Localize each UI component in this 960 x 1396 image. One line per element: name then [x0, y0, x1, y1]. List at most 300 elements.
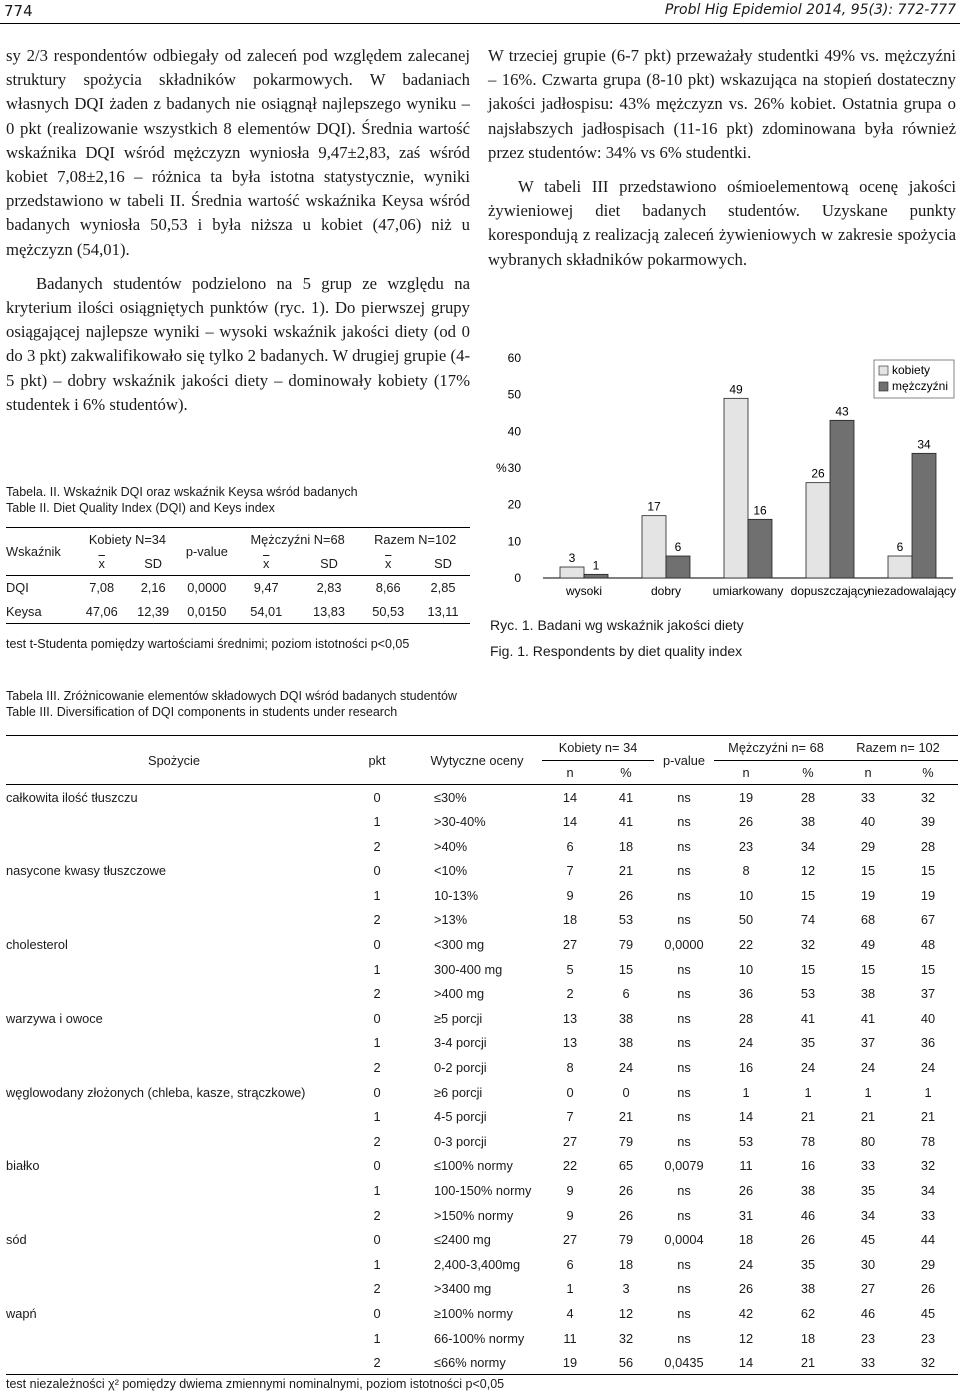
figure1-caption-en: Fig. 1. Respondents by diet quality index — [490, 643, 743, 659]
table3-cell: 10 — [738, 887, 754, 903]
table3-cell: 14 — [562, 814, 578, 830]
table3-cell: 38 — [800, 814, 816, 830]
table3-cell: 38 — [618, 1035, 634, 1051]
table-row — [6, 1326, 958, 1351]
figure1-caption-pl: Ryc. 1. Badani wg wskaźnik jakości diety — [490, 617, 744, 633]
table2-cell: 54,01 — [250, 603, 283, 619]
table3-cell: 3 — [622, 1281, 630, 1297]
table3-cell: 80 — [860, 1133, 876, 1149]
table3-cell: 5 — [566, 961, 574, 977]
bar-chart — [486, 340, 956, 610]
y-tick-label: 40 — [507, 424, 521, 439]
table3-cell: 0-3 porcji — [434, 1133, 487, 1149]
table3-cell: 6 — [566, 1256, 574, 1272]
table3-cell: >400 mg — [434, 986, 485, 1002]
figure1-chart — [486, 340, 956, 610]
legend-swatch — [879, 366, 888, 375]
table3-cell: 2 — [373, 838, 381, 854]
table3-cell: 37 — [920, 986, 936, 1002]
table3 — [6, 735, 958, 1375]
table3-cell: 35 — [860, 1182, 876, 1198]
table2-cell: 47,06 — [85, 603, 118, 619]
table2-group-mezczyzni: Mężczyźni N=68 — [250, 532, 345, 548]
table3-cell: 13 — [562, 1010, 578, 1026]
table3-cell: 37 — [860, 1035, 876, 1051]
table3-cell: >3400 mg — [434, 1281, 492, 1297]
table-row — [6, 981, 958, 1006]
table3-cell: 2 — [373, 1354, 381, 1370]
table2-cell: 2,85 — [430, 580, 456, 596]
table-row — [6, 1277, 958, 1302]
table3-cell: 1 — [742, 1084, 750, 1100]
table3-cell: 2 — [566, 986, 574, 1002]
table2-subhead-mean: $\overline{x}$ — [98, 555, 105, 571]
table3-row-label — [6, 1104, 342, 1129]
table3-cell: 38 — [860, 986, 876, 1002]
bar-mężczyźni — [666, 556, 690, 578]
table3-cell: 29 — [860, 838, 876, 854]
table3-cell: 11 — [563, 1330, 577, 1346]
table3-cell: 26 — [618, 1207, 634, 1223]
table3-cell: ns — [677, 814, 691, 830]
table3-cell: ns — [677, 1060, 691, 1076]
table3-cell: 28 — [800, 789, 816, 805]
table3-cell: 2 — [373, 1207, 381, 1223]
table3-cell: 45 — [920, 1305, 936, 1321]
table3-cell: 9 — [566, 1182, 574, 1198]
table3-cell: 22 — [738, 937, 754, 953]
table-row — [6, 1154, 958, 1179]
table3-cell: 26 — [738, 1182, 754, 1198]
table-row — [6, 858, 958, 883]
table3-cell: 1 — [566, 1281, 574, 1297]
table3-cell: 1 — [864, 1084, 872, 1100]
right-paragraph-1: W trzeciej grupie (6-7 pkt) przeważały studentki 49% vs. mężczyźni – 16%. Czwarta grupa (8-10 pkt) wskazująca na stopień dostateczny jakości jadłospisu: 43% mężczyzn vs. 26% kobiet. Ostatnia grupa o najsłabszych jadłospisach (11-16 pkt) zdominowana była również przez studentów: 34% vs 6% studentki. — [488, 46, 956, 162]
table3-cell: 32 — [920, 789, 936, 805]
table-row — [6, 809, 958, 834]
table3-row-label — [6, 834, 342, 859]
table3-row-label — [6, 981, 342, 1006]
table3-cell: 21 — [860, 1109, 876, 1125]
table3-head-pct: % — [922, 764, 934, 780]
table3-cell: 0 — [622, 1084, 630, 1100]
table3-cell: 31 — [738, 1207, 754, 1223]
table3-cell: 46 — [860, 1305, 876, 1321]
table3-row-label: cholesterol — [6, 937, 68, 953]
table2-subhead-mean: $\overline{x}$ — [385, 555, 392, 571]
table3-cell: ns — [677, 1035, 691, 1051]
data-label: 6 — [674, 540, 682, 554]
figure1-caption — [490, 612, 744, 664]
table3-cell: 27 — [860, 1281, 876, 1297]
table3-cell: 16 — [800, 1158, 816, 1174]
bar-kobiety — [560, 567, 584, 578]
bar-mężczyźni — [748, 519, 772, 578]
table3-cell: 21 — [618, 1109, 634, 1125]
table3-cell: 18 — [800, 1330, 816, 1346]
data-label: 34 — [917, 437, 931, 452]
table3-cell: <10% — [434, 863, 468, 879]
table3-head-razem: Razem n= 102 — [838, 736, 958, 761]
table3-head-spozycie: Spożycie — [148, 752, 200, 768]
table3-cell: 26 — [738, 1281, 754, 1297]
table3-cell: 33 — [860, 1354, 876, 1370]
table3-cell: 66-100% normy — [434, 1330, 525, 1346]
table3-cell: 38 — [800, 1281, 816, 1297]
table3-head-pkt: pkt — [368, 752, 386, 768]
table3-row-label — [6, 1350, 342, 1375]
table3-cell: 39 — [920, 814, 936, 830]
table3-row-label: sód — [6, 1232, 27, 1248]
table3-row-label — [6, 1326, 342, 1351]
legend-label: mężczyźni — [892, 379, 949, 393]
table3-cell: 1 — [373, 814, 381, 830]
table3-cell: 12 — [738, 1330, 754, 1346]
table3-cell: 21 — [800, 1109, 816, 1125]
table3-cell: 23 — [738, 838, 754, 854]
table3-cell: 1 — [373, 1109, 381, 1125]
bar-kobiety — [642, 516, 666, 578]
table-row — [6, 932, 958, 957]
table3-row-label — [6, 809, 342, 834]
table3-cell: 50 — [738, 912, 754, 928]
right-paragraph-2: W tabeli III przedstawiono ośmioelementową ocenę jakości żywieniowej diet badanych studentów. Uzyskane punkty korespondują z realizacją zaleceń żywieniowych w zakresie spożycia wybranych składników pokarmowych. — [488, 177, 956, 269]
table3-body — [6, 785, 958, 1375]
table3-cell: 38 — [618, 1010, 634, 1026]
table-row — [6, 1301, 958, 1326]
table3-cell: ns — [677, 1182, 691, 1198]
table3-row-label: całkowita ilość tłuszczu — [6, 789, 138, 805]
table3-cell: 0 — [373, 937, 381, 953]
table3-cell: 28 — [738, 1010, 754, 1026]
table3-cell: 79 — [618, 1133, 634, 1149]
bar-mężczyźni — [584, 574, 608, 578]
table3-head-pct: % — [802, 764, 814, 780]
table3-cell: ns — [677, 961, 691, 977]
table3-row-label — [6, 1055, 342, 1080]
table3-cell: 36 — [920, 1035, 936, 1051]
table3-cell: 7 — [566, 863, 574, 879]
table3-cell: 42 — [738, 1305, 754, 1321]
table2-cell: 13,83 — [313, 603, 346, 619]
table-row — [6, 1350, 958, 1375]
table3-cell: ns — [677, 1256, 691, 1272]
table2-row-dqi — [6, 576, 470, 600]
table-row — [6, 1006, 958, 1031]
legend-swatch — [879, 382, 888, 391]
x-tick-label: umiarkowany — [712, 584, 784, 598]
table3-cell: 33 — [860, 1158, 876, 1174]
table3-cell: 2 — [373, 1060, 381, 1076]
table3-cell: 9 — [566, 887, 574, 903]
table3-cell: ns — [677, 1305, 691, 1321]
table3-cell: 35 — [800, 1035, 816, 1051]
table3-cell: ns — [677, 1010, 691, 1026]
table3-cell: 23 — [920, 1330, 936, 1346]
table3-cell: ns — [677, 1109, 691, 1125]
table-row — [6, 957, 958, 982]
table3-cell: 74 — [800, 912, 816, 928]
journal-citation: Probl Hig Epidemiol 2014, 95(3): 772-777 — [664, 2, 956, 18]
table3-cell: 8 — [742, 863, 750, 879]
table3-row-label — [6, 1178, 342, 1203]
data-label: 43 — [835, 404, 849, 419]
table2-caption-pl: Tabela. II. Wskaźnik DQI oraz wskaźnik Keysa wśród badanych — [6, 485, 358, 499]
table3-head-wytyczne: Wytyczne oceny — [430, 752, 524, 768]
table3-cell: 15 — [618, 961, 634, 977]
table3-cell: 4 — [566, 1305, 574, 1321]
table2-cell: 2,83 — [316, 580, 342, 596]
table2-cell: 50,53 — [372, 603, 405, 619]
table3-cell: 6 — [622, 986, 630, 1002]
page-number: 774 — [4, 2, 33, 20]
table2-cell: 12,39 — [137, 603, 170, 619]
table-row — [6, 1031, 958, 1056]
table3-cell: 21 — [920, 1109, 936, 1125]
table3-cell: >13% — [434, 912, 468, 928]
bar-mężczyźni — [830, 420, 854, 578]
table3-cell: 79 — [618, 937, 634, 953]
page-header — [0, 0, 960, 24]
table3-cell: 0 — [373, 1305, 381, 1321]
table3-cell: 41 — [860, 1010, 876, 1026]
table3-cell: 21 — [618, 863, 634, 879]
table3-cell: 15 — [800, 961, 816, 977]
table3-cell: 79 — [618, 1232, 634, 1248]
table3-head-n: n — [566, 764, 574, 780]
table3-cell: 23 — [860, 1330, 876, 1346]
table3-cell: 28 — [920, 838, 936, 854]
table3-cell: 34 — [920, 1182, 936, 1198]
table3-cell: 0 — [373, 1158, 381, 1174]
table3-cell: 0-2 porcji — [434, 1060, 487, 1076]
table3-cell: ≤100% normy — [434, 1158, 513, 1174]
table3-cell: 53 — [618, 912, 634, 928]
data-label: 49 — [729, 382, 743, 397]
table2-subhead-sd: SD — [144, 555, 163, 571]
table3-cell: 16 — [738, 1060, 754, 1076]
table3-cell: 30 — [860, 1256, 876, 1272]
x-tick-label: dobry — [650, 584, 682, 598]
header-rule — [0, 23, 960, 24]
table3-cell: 1 — [373, 887, 381, 903]
table2-cell: 2,16 — [140, 580, 166, 596]
table3-cell: 18 — [562, 912, 578, 928]
table3-cell: 24 — [920, 1060, 936, 1076]
table3-cell: 35 — [800, 1256, 816, 1272]
table3-cell: 22 — [562, 1158, 578, 1174]
bar-kobiety — [888, 556, 912, 578]
table3-cell: 14 — [562, 789, 578, 805]
table2-cell: 13,11 — [427, 603, 459, 619]
table3-cell: 49 — [860, 937, 876, 953]
table3-cell: 27 — [562, 1133, 578, 1149]
table3-cell: 32 — [618, 1330, 634, 1346]
table3-cell: 2 — [373, 1281, 381, 1297]
table3-cell: 1 — [804, 1084, 812, 1100]
table3-cell: 62 — [800, 1305, 816, 1321]
table3-caption-en: Table III. Diversification of DQI components in students under research — [6, 705, 398, 719]
table3-row-label — [6, 1203, 342, 1228]
table3-cell: 0,0004 — [664, 1232, 704, 1248]
table2-group-kobiety: Kobiety N=34 — [88, 532, 167, 548]
table3-cell: 24 — [738, 1256, 754, 1272]
table2-group-razem: Razem N=102 — [374, 532, 457, 548]
table3-cell: >30-40% — [434, 814, 486, 830]
table2-cell: 0,0150 — [187, 603, 227, 619]
table3-cell: 11 — [739, 1158, 753, 1174]
table3-cell: >40% — [434, 838, 468, 854]
x-tick-label: dopuszczający — [790, 584, 870, 598]
table3-cell: 41 — [800, 1010, 816, 1026]
left-paragraph-1: sy 2/3 respondentów odbiegały od zaleceń pod względem zalecanej struktury spożycia składników pokarmowych. W badaniach własnych DQI żaden z badanych nie osiągnął najlepszego wyniku – 0 pkt (realizowanie wszystkich 8 elementów DQI). Średnia wartość wskaźnika DQI wśród mężczyzn wyniosła 9,47±2,83, zaś wśród kobiet 7,08±2,16 – różnica ta była istotna statystycznie, wyniki przedstawiono w tabeli II. Średnia wartość wskaźnika Keysa wśród badanych wyniosła 50,53 i była niższa u kobiet (47,06) niż u mężczyzn (54,01). — [6, 46, 470, 259]
table3-cell: 1 — [373, 961, 381, 977]
table3-cell: ≤2400 mg — [434, 1232, 491, 1248]
table3-cell: 0 — [373, 1084, 381, 1100]
table3-cell: 1 — [924, 1084, 932, 1100]
table2-row-label: Keysa — [6, 603, 42, 619]
y-axis-label: % — [496, 461, 507, 475]
x-tick-label: niezadowalający — [867, 584, 956, 598]
table3-cell: 2 — [373, 1133, 381, 1149]
table3-cell: 0,0000 — [664, 937, 704, 953]
data-label: 16 — [753, 503, 767, 518]
table3-cell: 2,400-3,400mg — [434, 1256, 521, 1272]
table3-cell: ≥5 porcji — [434, 1010, 483, 1026]
table3-cell: ns — [677, 1084, 691, 1100]
table3-cell: 24 — [800, 1060, 816, 1076]
table3-cell: 38 — [800, 1182, 816, 1198]
table-row — [6, 1080, 958, 1105]
table3-cell: 7 — [566, 1109, 574, 1125]
table-row — [6, 834, 958, 859]
table-row — [6, 1203, 958, 1228]
table3-row-label — [6, 957, 342, 982]
data-label: 3 — [568, 551, 576, 565]
table3-cell: 14 — [738, 1109, 754, 1125]
table3-cell: 36 — [738, 986, 754, 1002]
y-tick-label: 60 — [507, 351, 521, 365]
table3-cell: 0 — [373, 1010, 381, 1026]
table3-row-label — [6, 1277, 342, 1302]
table3-cell: 40 — [920, 1010, 936, 1026]
table3-note: test niezależności χ² pomiędzy dwiema zmiennymi nominalnymi, poziom istotności p<0,05 — [6, 1377, 505, 1391]
table3-head-n: n — [742, 764, 750, 780]
table3-cell: ns — [677, 1207, 691, 1223]
table3-cell: 19 — [920, 887, 936, 903]
table3-row-label: warzywa i owoce — [6, 1010, 103, 1026]
table3-cell: 0,0435 — [664, 1354, 704, 1370]
table3-cell: 0 — [373, 1232, 381, 1248]
bar-mężczyźni — [912, 453, 936, 578]
table2-row-label: DQI — [6, 580, 29, 596]
table3-cell: 14 — [738, 1354, 754, 1370]
table3-cell: 2 — [373, 986, 381, 1002]
table-row — [6, 1252, 958, 1277]
table3-row-label: nasycone kwasy tłuszczowe — [6, 863, 167, 879]
table2-subhead-sd: SD — [320, 555, 338, 571]
table2-subhead-sd: SD — [434, 555, 452, 571]
table2-cell: 9,47 — [253, 580, 279, 596]
table3-row-label — [6, 908, 342, 933]
table3-cell: 26 — [618, 1182, 634, 1198]
table3-cell: 15 — [920, 961, 936, 977]
table3-cell: 3-4 porcji — [434, 1035, 487, 1051]
table3-cell: 12 — [800, 863, 816, 879]
table-row — [6, 883, 958, 908]
table2-row-keysa — [6, 600, 470, 624]
table3-cell: 34 — [800, 838, 816, 854]
table3-caption-pl: Tabela III. Zróżnicowanie elementów składowych DQI wśród badanych studentów — [6, 689, 457, 703]
table3-cell: 26 — [920, 1281, 936, 1297]
table3-cell: 56 — [618, 1354, 634, 1370]
table3-cell: 44 — [920, 1232, 936, 1248]
table2-cell: 8,66 — [375, 580, 401, 596]
table3-cell: 32 — [800, 937, 816, 953]
table2-cell: 7,08 — [89, 580, 115, 596]
table3-cell: 26 — [738, 814, 754, 830]
table3-cell: 78 — [800, 1133, 816, 1149]
table3-cell: 40 — [860, 814, 876, 830]
table2-note: test t-Studenta pomiędzy wartościami średnimi; poziom istotności p<0,05 — [6, 637, 410, 651]
table3-cell: ns — [677, 1133, 691, 1149]
x-tick-label: wysoki — [565, 584, 603, 598]
table3-cell: 19 — [860, 887, 876, 903]
table3-cell: ns — [677, 1281, 691, 1297]
table3-head-pvalue: p-value — [663, 752, 705, 768]
table3-cell: 2 — [373, 912, 381, 928]
table3-cell: ≥100% normy — [434, 1305, 513, 1321]
table3-row-label — [6, 1129, 342, 1154]
table3-cell: 1 — [373, 1035, 381, 1051]
table3-cell: 41 — [618, 814, 634, 830]
y-tick-label: 10 — [507, 534, 521, 549]
table3-cell: 32 — [920, 1354, 936, 1370]
table3-row-label: wapń — [6, 1305, 37, 1321]
table3-cell: 48 — [920, 937, 936, 953]
table3-cell: 100-150% normy — [434, 1182, 532, 1198]
table3-cell: 29 — [920, 1256, 936, 1272]
table-row — [6, 1104, 958, 1129]
y-tick-label: 50 — [507, 387, 521, 402]
table3-cell: 27 — [562, 937, 578, 953]
table3-row-label — [6, 1252, 342, 1277]
table2 — [6, 527, 470, 624]
table3-cell: 15 — [920, 863, 936, 879]
table3-cell: ≤66% normy — [434, 1354, 506, 1370]
table3-cell: 10-13% — [434, 887, 479, 903]
table3-head-mezczyzni: Mężczyźni n= 68 — [714, 736, 838, 761]
table2-group-pvalue: p-value — [185, 544, 228, 559]
table-row — [6, 908, 958, 933]
table3-cell: ≥6 porcji — [434, 1084, 483, 1100]
table3-cell: 19 — [738, 789, 754, 805]
table3-cell: ≤30% — [434, 789, 467, 805]
table-row — [6, 785, 958, 810]
table3-cell: 10 — [738, 961, 754, 977]
table3-cell: 78 — [920, 1133, 936, 1149]
table3-cell: 53 — [738, 1133, 754, 1149]
table3-row-label — [6, 1031, 342, 1056]
table3-cell: 0,0079 — [664, 1158, 704, 1174]
table3-cell: 24 — [738, 1035, 754, 1051]
table3-cell: 27 — [562, 1232, 578, 1248]
table3-cell: 41 — [618, 789, 634, 805]
table3-cell: ns — [677, 912, 691, 928]
table3-cell: 0 — [373, 789, 381, 805]
table3-cell: 15 — [860, 863, 876, 879]
table3-cell: 19 — [562, 1354, 578, 1370]
